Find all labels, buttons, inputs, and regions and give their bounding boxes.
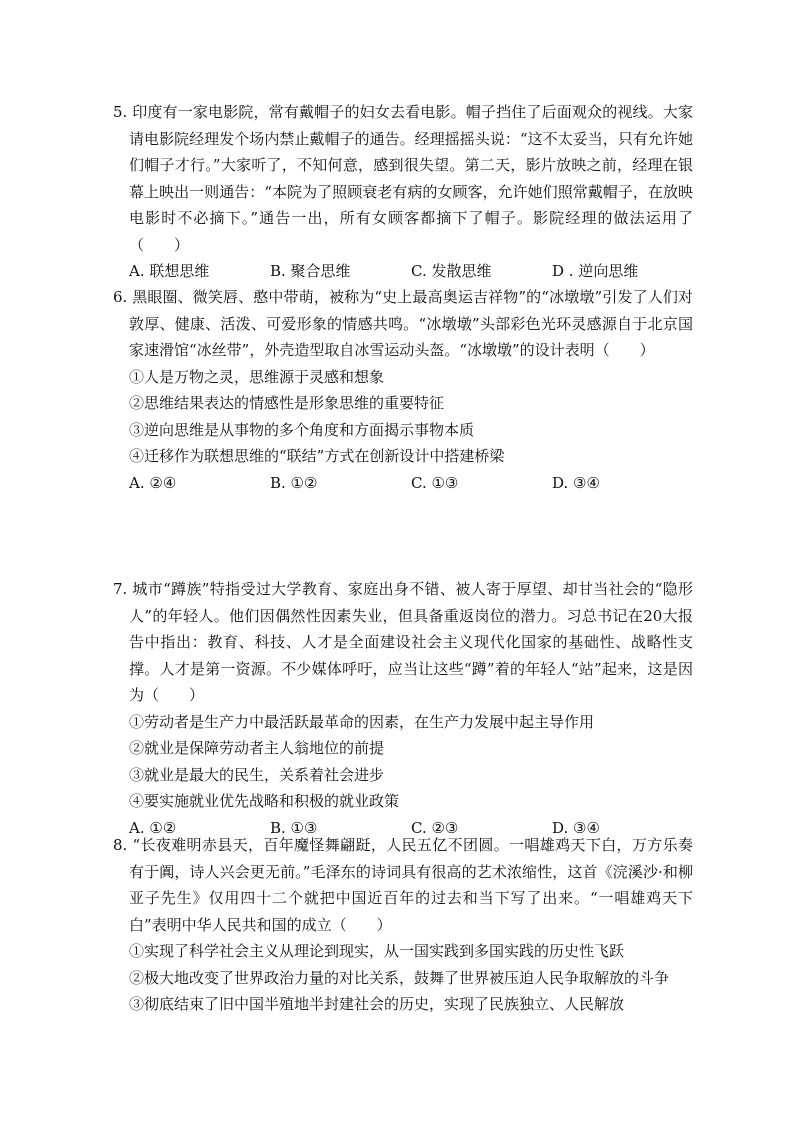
option-d: D. ③④ xyxy=(552,818,600,837)
option-d: D . 逆向思维 xyxy=(552,262,639,280)
option-c: C. ①③ xyxy=(411,473,459,492)
question-number: 7. xyxy=(113,580,128,598)
statement-2: ②极大地改变了世界政治力量的对比关系，鼓舞了世界被压迫人民争取解放的斗争 xyxy=(129,968,670,987)
option-c: C. 发散思维 xyxy=(411,262,492,280)
question-8 xyxy=(113,832,693,1018)
statement-3: ③彻底结束了旧中国半殖地半封建社会的历史，实现了民族独立、人民解放 xyxy=(129,995,625,1013)
option-a: A. 联想思维 xyxy=(129,262,210,280)
statement-2: ②就业是保障劳动者主人翁地位的前提 xyxy=(129,739,385,757)
option-b: B. ①③ xyxy=(270,818,318,837)
option-b: B. 聚合思维 xyxy=(270,262,351,280)
statement-3: ③逆向思维是从事物的多个角度和方面揭示事物本质 xyxy=(129,420,475,439)
question-number: 6. xyxy=(113,288,128,306)
question-number: 5. xyxy=(113,103,128,121)
question-number: 8. xyxy=(113,836,128,854)
options-row xyxy=(113,258,693,285)
options-row xyxy=(113,470,693,497)
option-d: D. ③④ xyxy=(552,473,600,492)
question-7 xyxy=(113,576,693,841)
statement-4: ④要实施就业优先战略和积极的就业政策 xyxy=(129,792,400,810)
question-6 xyxy=(113,284,693,496)
option-a: A. ②④ xyxy=(129,473,177,492)
question-stem: 8. “长夜难明赤县天，百年魔怪舞翩跹，人民五亿不团圆。一唱雄鸡天下白，万方乐奏有于阗，诗人兴会更无前。”毛泽东的诗词具有很高的艺术浓缩性，这首《浣溪沙·和柳亚子先生》仅用四十二个就把中国近百年的过去和当下写了出来。“一唱雄鸡天下白”表明中华人民共和国的成立（ ） xyxy=(113,836,693,934)
option-a: A. ①② xyxy=(129,818,177,837)
statement-2: ②思维结果表达的情感性是形象思维的重要特征 xyxy=(129,394,445,412)
statement-1: ①人是万物之灵，思维源于灵感和想象 xyxy=(129,367,385,386)
option-b: B. ①② xyxy=(270,473,318,492)
statement-1: ①实现了科学社会主义从理论到现实，从一国实践到多国实践的历史性飞跃 xyxy=(129,942,625,960)
statement-3: ③就业是最大的民生，关系着社会进步 xyxy=(129,765,385,784)
statement-1: ①劳动者是生产力中最活跃最革命的因素，在生产力发展中起主导作用 xyxy=(129,712,595,731)
option-c: C. ②③ xyxy=(411,818,459,837)
question-stem: 5. 印度有一家电影院，常有戴帽子的妇女去看电影。帽子挡住了后面观众的视线。大家请电影院经理发个场内禁止戴帽子的通告。经理摇摇头说：“这不太妥当，只有允许她们帽子才行。”大家听了，不知何意，感到很失望。第二天，影片放映之前，经理在银幕上映出一则通告：“本院为了照顾衰老有病的女顾客，允许她们照常戴帽子，在放映电影时不必摘下。”通告一出，所有女顾客都摘下了帽子。影院经理的做法运用了（ ） xyxy=(113,103,693,254)
question-5 xyxy=(113,99,693,285)
question-stem: 7. 城市“蹲族”特指受过大学教育、家庭出身不错、被人寄于厚望、却甘当社会的“隐形人”的年轻人。他们因偶然性因素失业，但具备重返岗位的潜力。习总书记在20大报告中指出：教育、科技、人才是全面建设社会主义现代化国家的基础性、战略性支撑。人才是第一资源。不少媒体呼吁，应当让这些“蹲”着的年轻人“站”起来，这是因为（ ） xyxy=(113,580,693,704)
statement-4: ④迁移作为联想思维的“联结”方式在创新设计中搭建桥梁 xyxy=(129,447,505,465)
question-stem: 6. 黑眼圈、微笑唇、憨中带萌，被称为“史上最高奥运吉祥物”的“冰墩墩”引发了人们对敦厚、健康、活泼、可爱形象的情感共鸣。“冰墩墩”头部彩色光环灵感源自于北京国家速滑馆“冰丝带”，外壳造型取自冰雪运动头盔。“冰墩墩”的设计表明（ ） xyxy=(113,288,693,359)
